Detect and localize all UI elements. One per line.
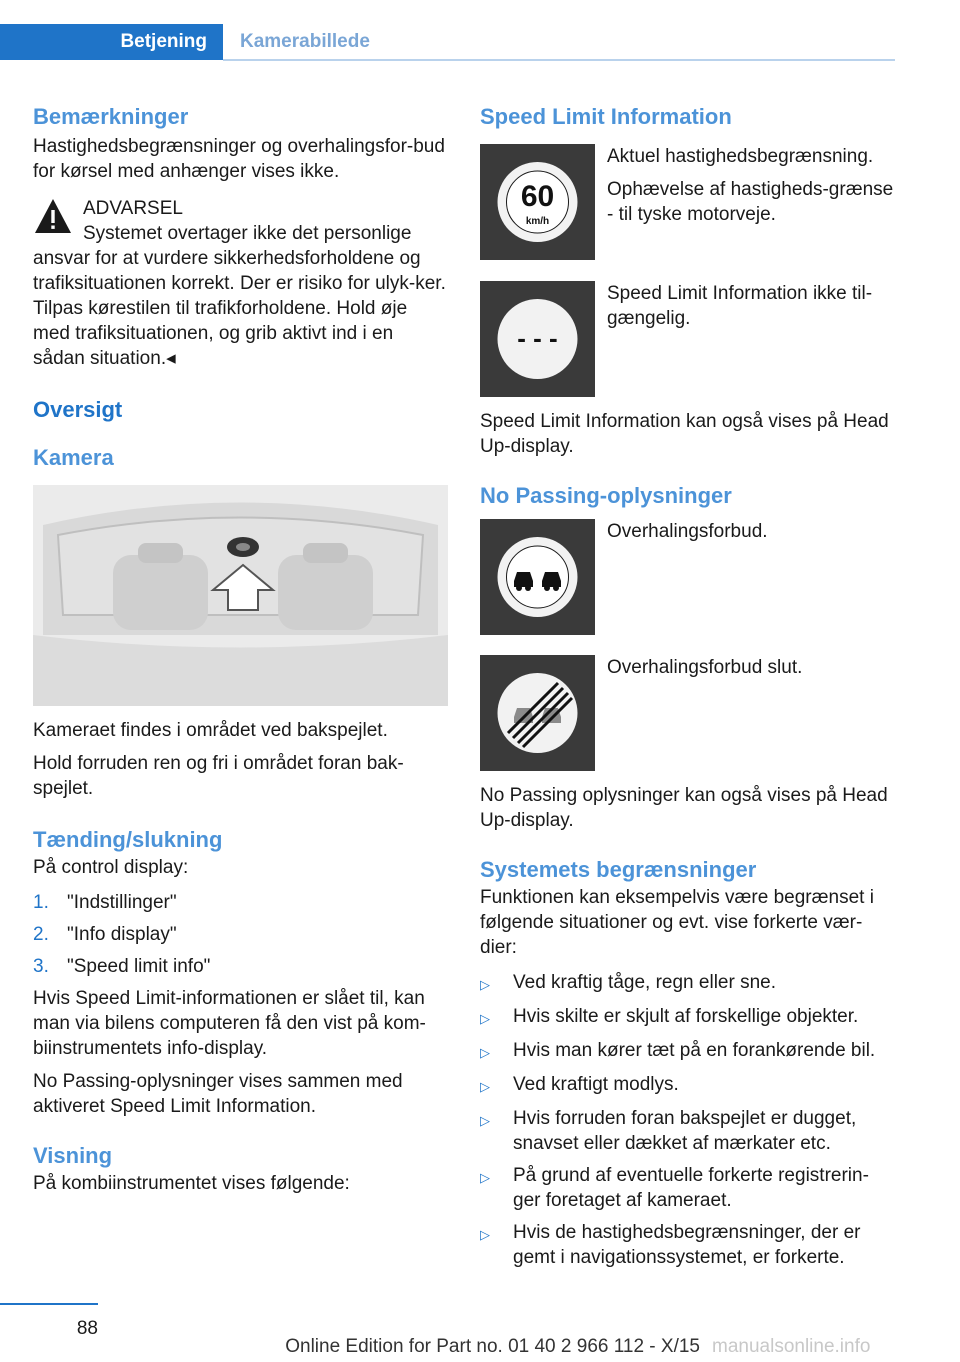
warning-text: ansvar for at vurdere sikkerhedsforholdene og trafiksituationen korrekt. Der er risiko for ulyk-ker. Tilpas kørestilen til trafikforholdene. Hold øje med trafiksituationen, og grib aktivt ind i en sådan situation.◂: [33, 248, 446, 369]
no-passing-hud-text: No Passing oplysninger kan også vises på Head Up-display.: [480, 785, 888, 831]
list-item: ▷ Hvis man kører tæt på en forankørende bil.: [480, 1038, 895, 1065]
camera-location-photo: [33, 485, 448, 706]
sign-60-row: [480, 144, 895, 260]
triangle-bullet-icon: ▷: [480, 1045, 490, 1060]
triangle-bullet-icon: ▷: [480, 1079, 490, 1094]
sign-dash-symbol: - - -: [517, 323, 558, 353]
speed-limit-60-sign-icon: [480, 144, 595, 260]
footer-divider: [0, 1303, 98, 1305]
sign-60-unit: km/h: [525, 216, 550, 227]
sign-dash-text: Speed Limit Information ikke til-gængelig.: [607, 283, 873, 329]
sign-60-number: 60: [520, 180, 555, 213]
warning-title: ADVARSEL: [83, 198, 183, 219]
overview-heading: Oversigt: [33, 397, 123, 422]
triangle-bullet-icon: ▷: [480, 977, 490, 992]
onoff-heading: Tænding/slukning: [33, 827, 223, 852]
list-item: ▷ På grund af eventuelle forkerte registrerin-ger foretaget af kameraet.: [480, 1165, 869, 1211]
triangle-bullet-icon: ▷: [480, 1170, 490, 1185]
list-item: ▷ Hvis forruden foran bakspejlet er dugget, snavset eller dækket af mærkater etc.: [480, 1108, 857, 1154]
onoff-intro: På control display:: [33, 857, 189, 878]
sign-60-text-2: Ophævelse af hastigheds-grænse - til tyske motorveje.: [607, 179, 894, 225]
watermark: manualsonline.info: [712, 1336, 871, 1357]
onoff-text-1: Hvis Speed Limit-informationen er slået til, kan man via bilens computeren få den vist på kom-biinstrumentets info-display.: [33, 988, 426, 1059]
list-item: ▷ Hvis de hastighedsbegrænsninger, der er gemt i navigationssystemet, er forkerte.: [480, 1222, 861, 1268]
no-passing-end-sign-icon: [480, 655, 595, 771]
limits-intro: Funktionen kan eksempelvis være begrænset i følgende situationer og evt. vise forkerte vær-dier:: [480, 887, 874, 958]
no-passing-end-row: [480, 655, 895, 771]
tab-betjening[interactable]: Betjening: [0, 24, 223, 60]
no-passing-text: Overhalingsforbud.: [607, 521, 768, 542]
list-item: ▷ Ved kraftigt modlys.: [480, 1072, 895, 1099]
sli-heading: Speed Limit Information: [480, 104, 732, 129]
right-column: [480, 100, 895, 1277]
step-item: 1. "Indstillinger": [33, 892, 177, 913]
display-heading: Visning: [33, 1143, 113, 1168]
triangle-bullet-icon: ▷: [480, 1011, 490, 1026]
sign-dash-row: [480, 281, 895, 397]
limits-list: [480, 970, 895, 1270]
limits-heading: Systemets begrænsninger: [480, 857, 757, 882]
display-text: På kombiinstrumentet vises følgende:: [33, 1173, 350, 1194]
page-number: 88: [76, 1318, 98, 1339]
onoff-text-2: No Passing-oplysninger vises sammen med aktiveret Speed Limit Information.: [33, 1071, 403, 1117]
step-item: 3. "Speed limit info": [33, 956, 211, 977]
edition-footer: Online Edition for Part no. 01 40 2 966 112 - X/15: [285, 1336, 700, 1357]
triangle-bullet-icon: ▷: [480, 1113, 490, 1128]
warning-block: [33, 196, 448, 371]
list-item: ▷ Hvis skilte er skjult af forskellige objekter.: [480, 1004, 895, 1031]
no-passing-end-text: Overhalingsforbud slut.: [607, 657, 803, 678]
step-item: 2. "Info display": [33, 924, 177, 945]
sign-60-text-1: Aktuel hastighedsbegrænsning.: [607, 146, 874, 167]
warning-triangle-icon: [33, 196, 73, 236]
warning-first-line: Systemet overtager ikke det personlige: [83, 223, 412, 244]
remarks-text: Hastighedsbegrænsninger og overhalingsfor-bud for kørsel med anhænger vises ikke.: [33, 136, 445, 182]
camera-clean-text: Hold forruden ren og fri i området foran bak-spejlet.: [33, 753, 404, 799]
tab-kamerabillede[interactable]: Kamerabillede: [240, 31, 370, 52]
no-passing-row: [480, 519, 895, 635]
triangle-bullet-icon: ▷: [480, 1227, 490, 1242]
sli-hud-text: Speed Limit Information kan også vises på Head Up-display.: [480, 411, 889, 457]
speed-limit-unavailable-sign-icon: [480, 281, 595, 397]
no-passing-heading: No Passing-oplysninger: [480, 483, 732, 508]
camera-heading: Kamera: [33, 445, 114, 470]
header-divider: [223, 59, 895, 61]
list-item: ▷ Ved kraftig tåge, regn eller sne.: [480, 970, 895, 997]
no-passing-sign-icon: [480, 519, 595, 635]
remarks-heading: Bemærkninger: [33, 104, 189, 129]
page-header: [0, 24, 895, 62]
camera-location-text: Kameraet findes i området ved bakspejlet.: [33, 720, 388, 741]
onoff-steps: [33, 890, 448, 979]
left-column: [33, 100, 448, 1196]
